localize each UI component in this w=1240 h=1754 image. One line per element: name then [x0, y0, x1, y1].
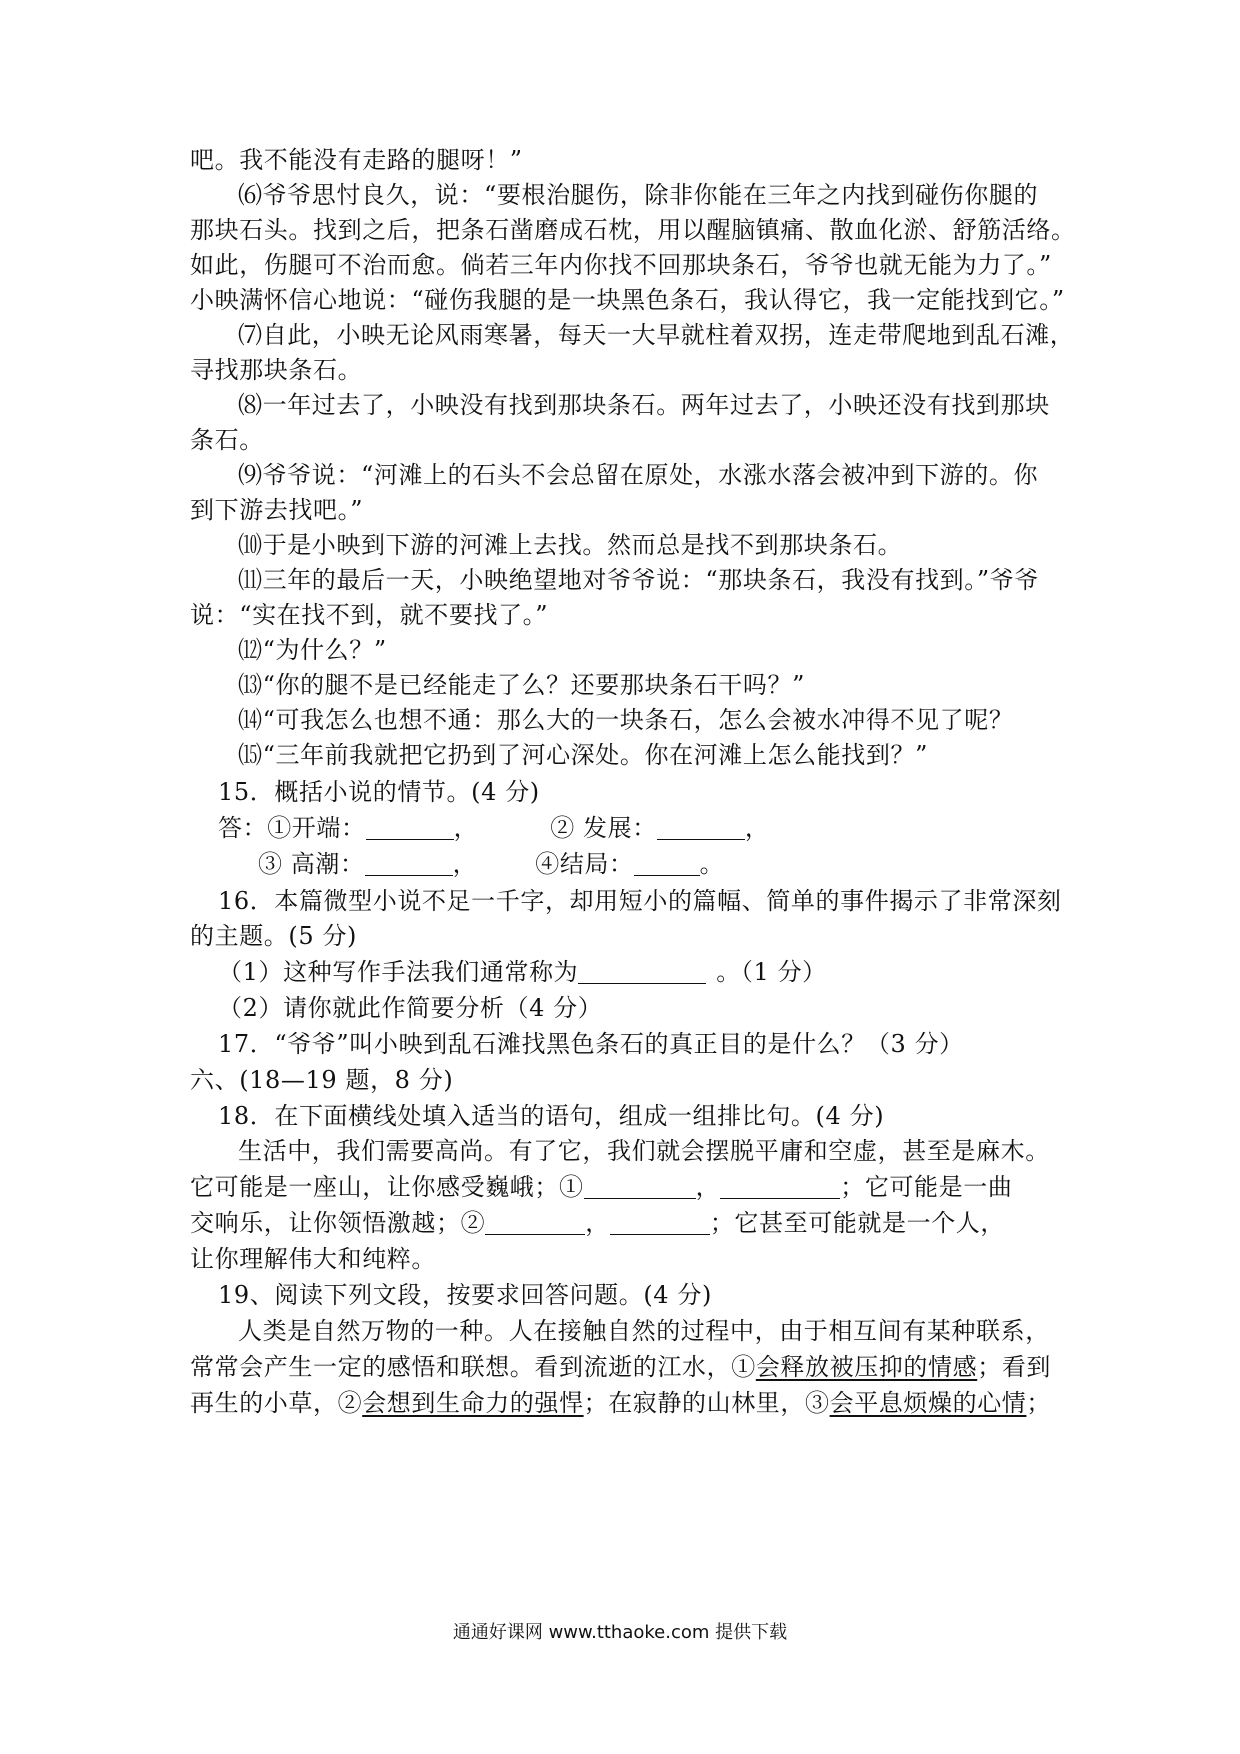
text-run: ；: [1026, 1389, 1052, 1417]
question-16-sub-1: [218, 952, 827, 992]
question-18-paragraph: 生活中，我们需要高尚。有了它，我们就会摆脱平庸和空虚，甚至是麻木。: [238, 1137, 1050, 1165]
answer-label-opening: 答：①开端：: [218, 814, 366, 842]
score-note: 。（1 分）: [716, 958, 827, 986]
question-19-line: [190, 1383, 1051, 1423]
text-run: 常常会产生一定的感悟和联想。看到流逝的江水，①: [190, 1353, 756, 1381]
paragraph-9: ⑼爷爷说：“河滩上的石头不会总留在原处，水涨水落会被冲到下游的。你: [238, 461, 1039, 489]
comma: ，: [744, 814, 770, 842]
comma: ，: [695, 1173, 721, 1201]
text-run: ；在寂静的山林里，③: [583, 1389, 830, 1417]
question-15-answer-row-2: [258, 844, 724, 884]
question-18-title: 18．在下面横线处填入适当的语句，组成一组排比句。(4 分): [218, 1102, 885, 1130]
page-footer: 通通好课网 www.tthaoke.com 提供下载: [452, 1622, 788, 1643]
underlined-phrase-1: 会释放被压抑的情感: [755, 1353, 978, 1381]
answer-blank-ending[interactable]: [634, 849, 700, 876]
question-19-paragraph: 人类是自然万物的一种。人在接触自然的过程中，由于相互间有某种联系，: [238, 1317, 1050, 1345]
paragraph-10: ⑽于是小映到下游的河滩上去找。然而总是找不到那块条石。: [238, 531, 903, 559]
text-line: 小映满怀信心地说：“碰伤我腿的是一块黑色条石，我认得它，我一定能找到它。”: [190, 286, 1065, 314]
question-16-line-2: 的主题。(5 分): [190, 922, 358, 950]
question-16-sub-2: （2）请你就此作简要分析（4 分）: [218, 994, 603, 1022]
section-6-heading: 六、(18—19 题，8 分): [190, 1066, 454, 1094]
answer-label-ending: ④结局：: [535, 850, 634, 878]
paragraph-15: ⒂“三年前我就把它扔到了河心深处。你在河滩上怎么能找到？”: [238, 741, 928, 769]
question-16-line-1: 16．本篇微型小说不足一千字，却用短小的篇幅、简单的事件揭示了非常深刻: [218, 887, 1062, 915]
text-run: 交响乐，让你领悟激越；②: [190, 1209, 486, 1237]
paragraph-11: ⑾三年的最后一天，小映绝望地对爷爷说：“那块条石，我没有找到。”爷爷: [238, 566, 1039, 594]
answer-blank-1b[interactable]: [720, 1172, 840, 1199]
answer-blank-opening[interactable]: [366, 813, 454, 840]
underlined-phrase-3: 会平息烦燥的心情: [829, 1389, 1027, 1417]
question-19-title: 19、阅读下列文段，按要求回答问题。(4 分): [218, 1281, 712, 1309]
question-18-line: [190, 1167, 1012, 1207]
answer-blank-2a[interactable]: [485, 1208, 585, 1235]
text-run: ；它甚至可能就是一个人，: [709, 1209, 1006, 1237]
paragraph-12: ⑿“为什么？”: [238, 636, 387, 664]
text-line: 吧。我不能没有走路的腿呀！”: [190, 146, 523, 174]
text-line: 如此，伤腿可不治而愈。倘若三年内你找不回那块条石，爷爷也就无能为力了。”: [190, 251, 1052, 279]
comma: ，: [453, 814, 479, 842]
paragraph-8: ⑻一年过去了，小映没有找到那块条石。两年过去了，小映还没有找到那块: [238, 391, 1050, 419]
paragraph-13: ⒀“你的腿不是已经能走了么？还要那块条石干吗？”: [238, 671, 805, 699]
text-run: 再生的小草，②: [190, 1389, 363, 1417]
answer-label-development: ② 发展：: [550, 814, 657, 842]
answer-blank-development[interactable]: [657, 813, 745, 840]
sub-question-text: （1）这种写作手法我们通常称为: [218, 958, 579, 986]
text-line: 那块石头。找到之后，把条石凿磨成石枕，用以醒脑镇痛、散血化淤、舒筋活络。: [190, 216, 1076, 244]
paragraph-6: ⑹爷爷思忖良久，说：“要根治腿伤，除非你能在三年之内找到碰伤你腿的: [238, 181, 1039, 209]
text-run: 它可能是一座山，让你感受巍峨；①: [190, 1173, 584, 1201]
comma: ，: [585, 1209, 610, 1237]
paragraph-7: ⑺自此，小映无论风雨寒暑，每天一大早就柱着双拐，连走带爬地到乱石滩，: [238, 321, 1075, 349]
text-run: ；看到: [977, 1353, 1052, 1381]
question-18-line: [190, 1203, 1005, 1243]
paragraph-14: ⒁“可我怎么也想不通：那么大的一块条石，怎么会被水冲得不见了呢？: [238, 706, 1014, 734]
question-17: 17．“爷爷”叫小映到乱石滩找黑色条石的真正目的是什么？（3 分）: [218, 1030, 964, 1058]
question-19-line: [190, 1347, 1051, 1387]
answer-blank-1a[interactable]: [584, 1172, 696, 1199]
text-line: 条石。: [190, 426, 264, 454]
comma: ，: [452, 850, 478, 878]
text-line: 到下游去找吧。”: [190, 496, 364, 524]
text-run: ；它可能是一曲: [840, 1173, 1013, 1201]
text-line: 说：“实在找不到，就不要找了。”: [190, 601, 549, 629]
period: 。: [699, 850, 725, 878]
answer-blank-2b[interactable]: [610, 1208, 710, 1235]
underlined-phrase-2: 会想到生命力的强悍: [362, 1389, 584, 1417]
text-line: 寻找那块条石。: [190, 356, 363, 384]
question-15-answer-row-1: [218, 808, 769, 848]
question-15-title: 15．概括小说的情节。(4 分): [218, 778, 540, 806]
question-18-line: 让你理解伟大和纯粹。: [190, 1245, 436, 1273]
answer-label-climax: ③ 高潮：: [258, 850, 365, 878]
answer-blank-climax[interactable]: [365, 849, 453, 876]
answer-blank-technique[interactable]: [578, 957, 706, 984]
